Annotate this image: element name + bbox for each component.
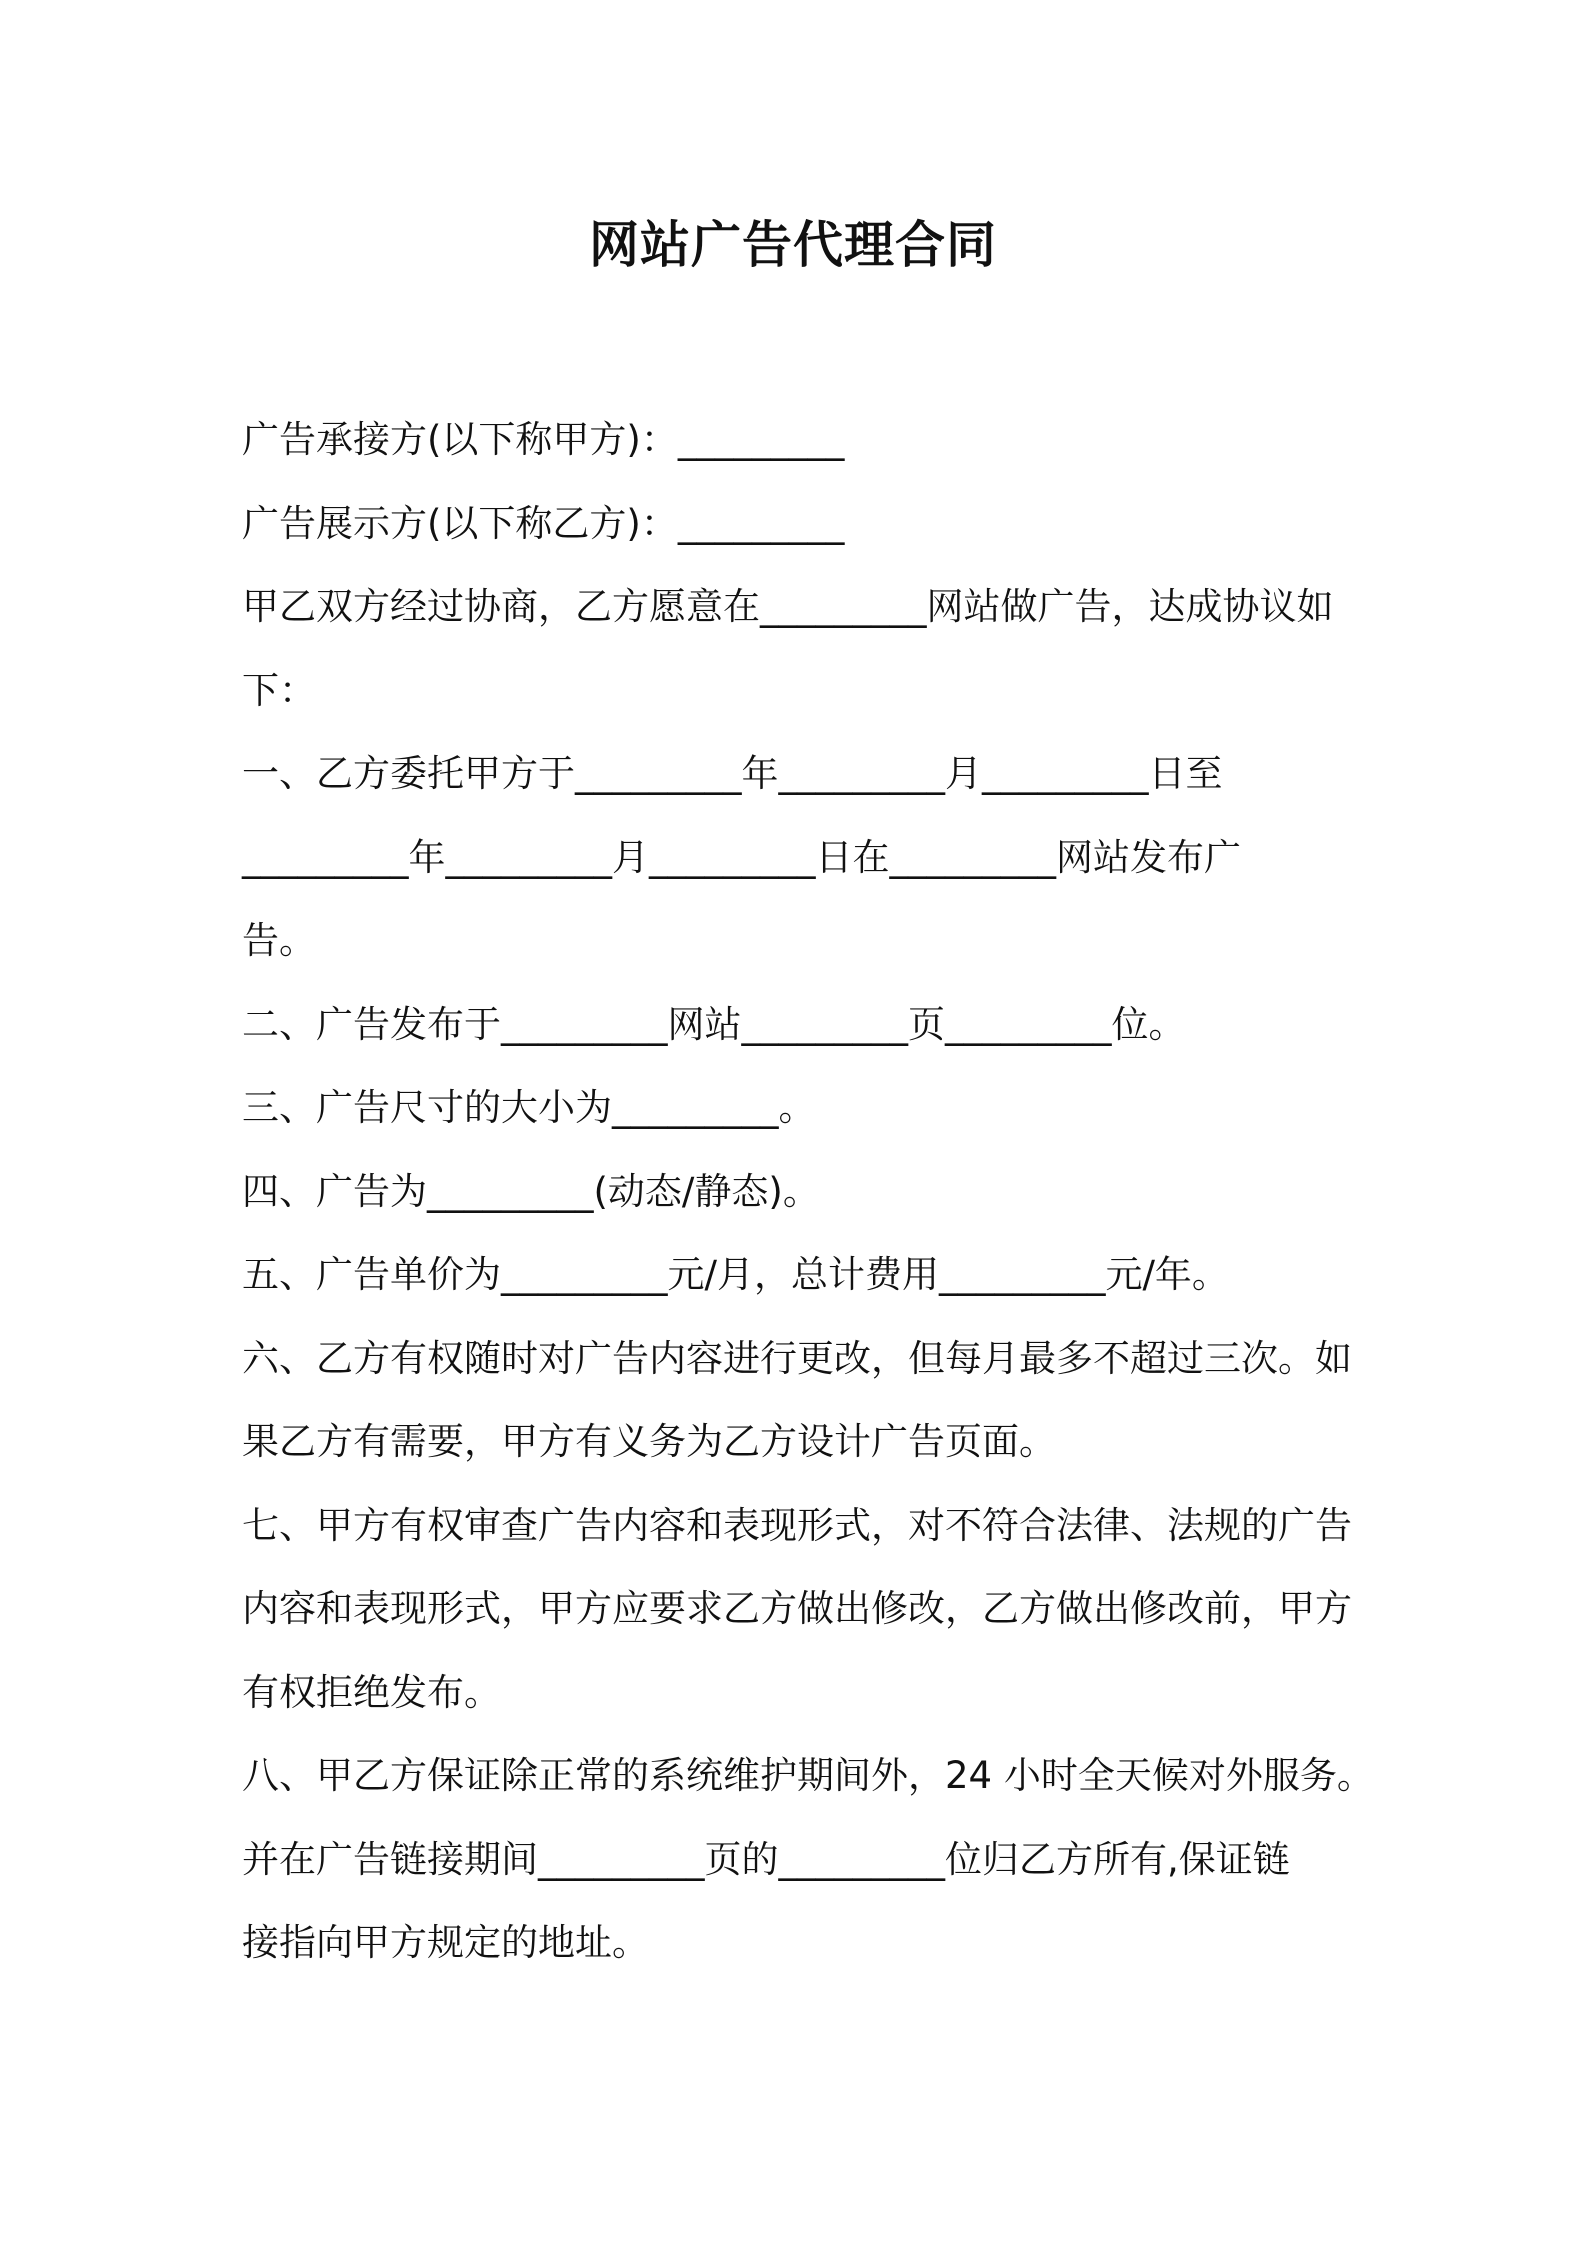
clause-1-line: _________年_________月_________日在_________网站发布广	[242, 835, 1241, 879]
clause-5-line: 五、广告单价为_________元/月，总计费用_________元/年。	[242, 1253, 1229, 1296]
clause-8-line: 八、甲乙方保证除正常的系统维护期间外，24 小时全天候对外服务。	[242, 1754, 1374, 1797]
clause-4-line: 四、广告为_________(动态/静态)。	[242, 1169, 820, 1213]
party-b-line: 广告展示方(以下称乙方)：_________	[242, 501, 845, 545]
clause-7-line: 有权拒绝发布。	[242, 1670, 501, 1714]
clause-7-line: 七、甲方有权审查广告内容和表现形式，对不符合法律、法规的广告	[242, 1503, 1352, 1547]
clause-7-line: 内容和表现形式，甲方应要求乙方做出修改，乙方做出修改前，甲方	[242, 1587, 1352, 1630]
clause-6-line: 果乙方有需要，甲方有义务为乙方设计广告页面。	[242, 1420, 1056, 1463]
clause-1-line: 告。	[242, 919, 316, 962]
clause-8-line: 接指向甲方规定的地址。	[242, 1921, 649, 1964]
clause-8-line: 并在广告链接期间_________页的_________位归乙方所有,保证链	[242, 1837, 1290, 1881]
clause-6-line: 六、乙方有权随时对广告内容进行更改，但每月最多不超过三次。如	[242, 1336, 1352, 1380]
agreement-intro-line: 甲乙双方经过协商，乙方愿意在_________网站做广告，达成协议如	[242, 585, 1334, 628]
clause-3-line: 三、广告尺寸的大小为_________。	[242, 1086, 816, 1129]
document-body	[242, 398, 1374, 1985]
party-a-line: 广告承接方(以下称甲方)：_________	[242, 418, 845, 461]
document-title: 网站广告代理合同	[589, 216, 997, 274]
clause-2-line: 二、广告发布于_________网站_________页_________位。	[242, 1002, 1186, 1046]
agreement-intro-line: 下：	[242, 668, 316, 712]
clause-1-line: 一、乙方委托甲方于_________年_________月_________日至	[242, 752, 1223, 795]
